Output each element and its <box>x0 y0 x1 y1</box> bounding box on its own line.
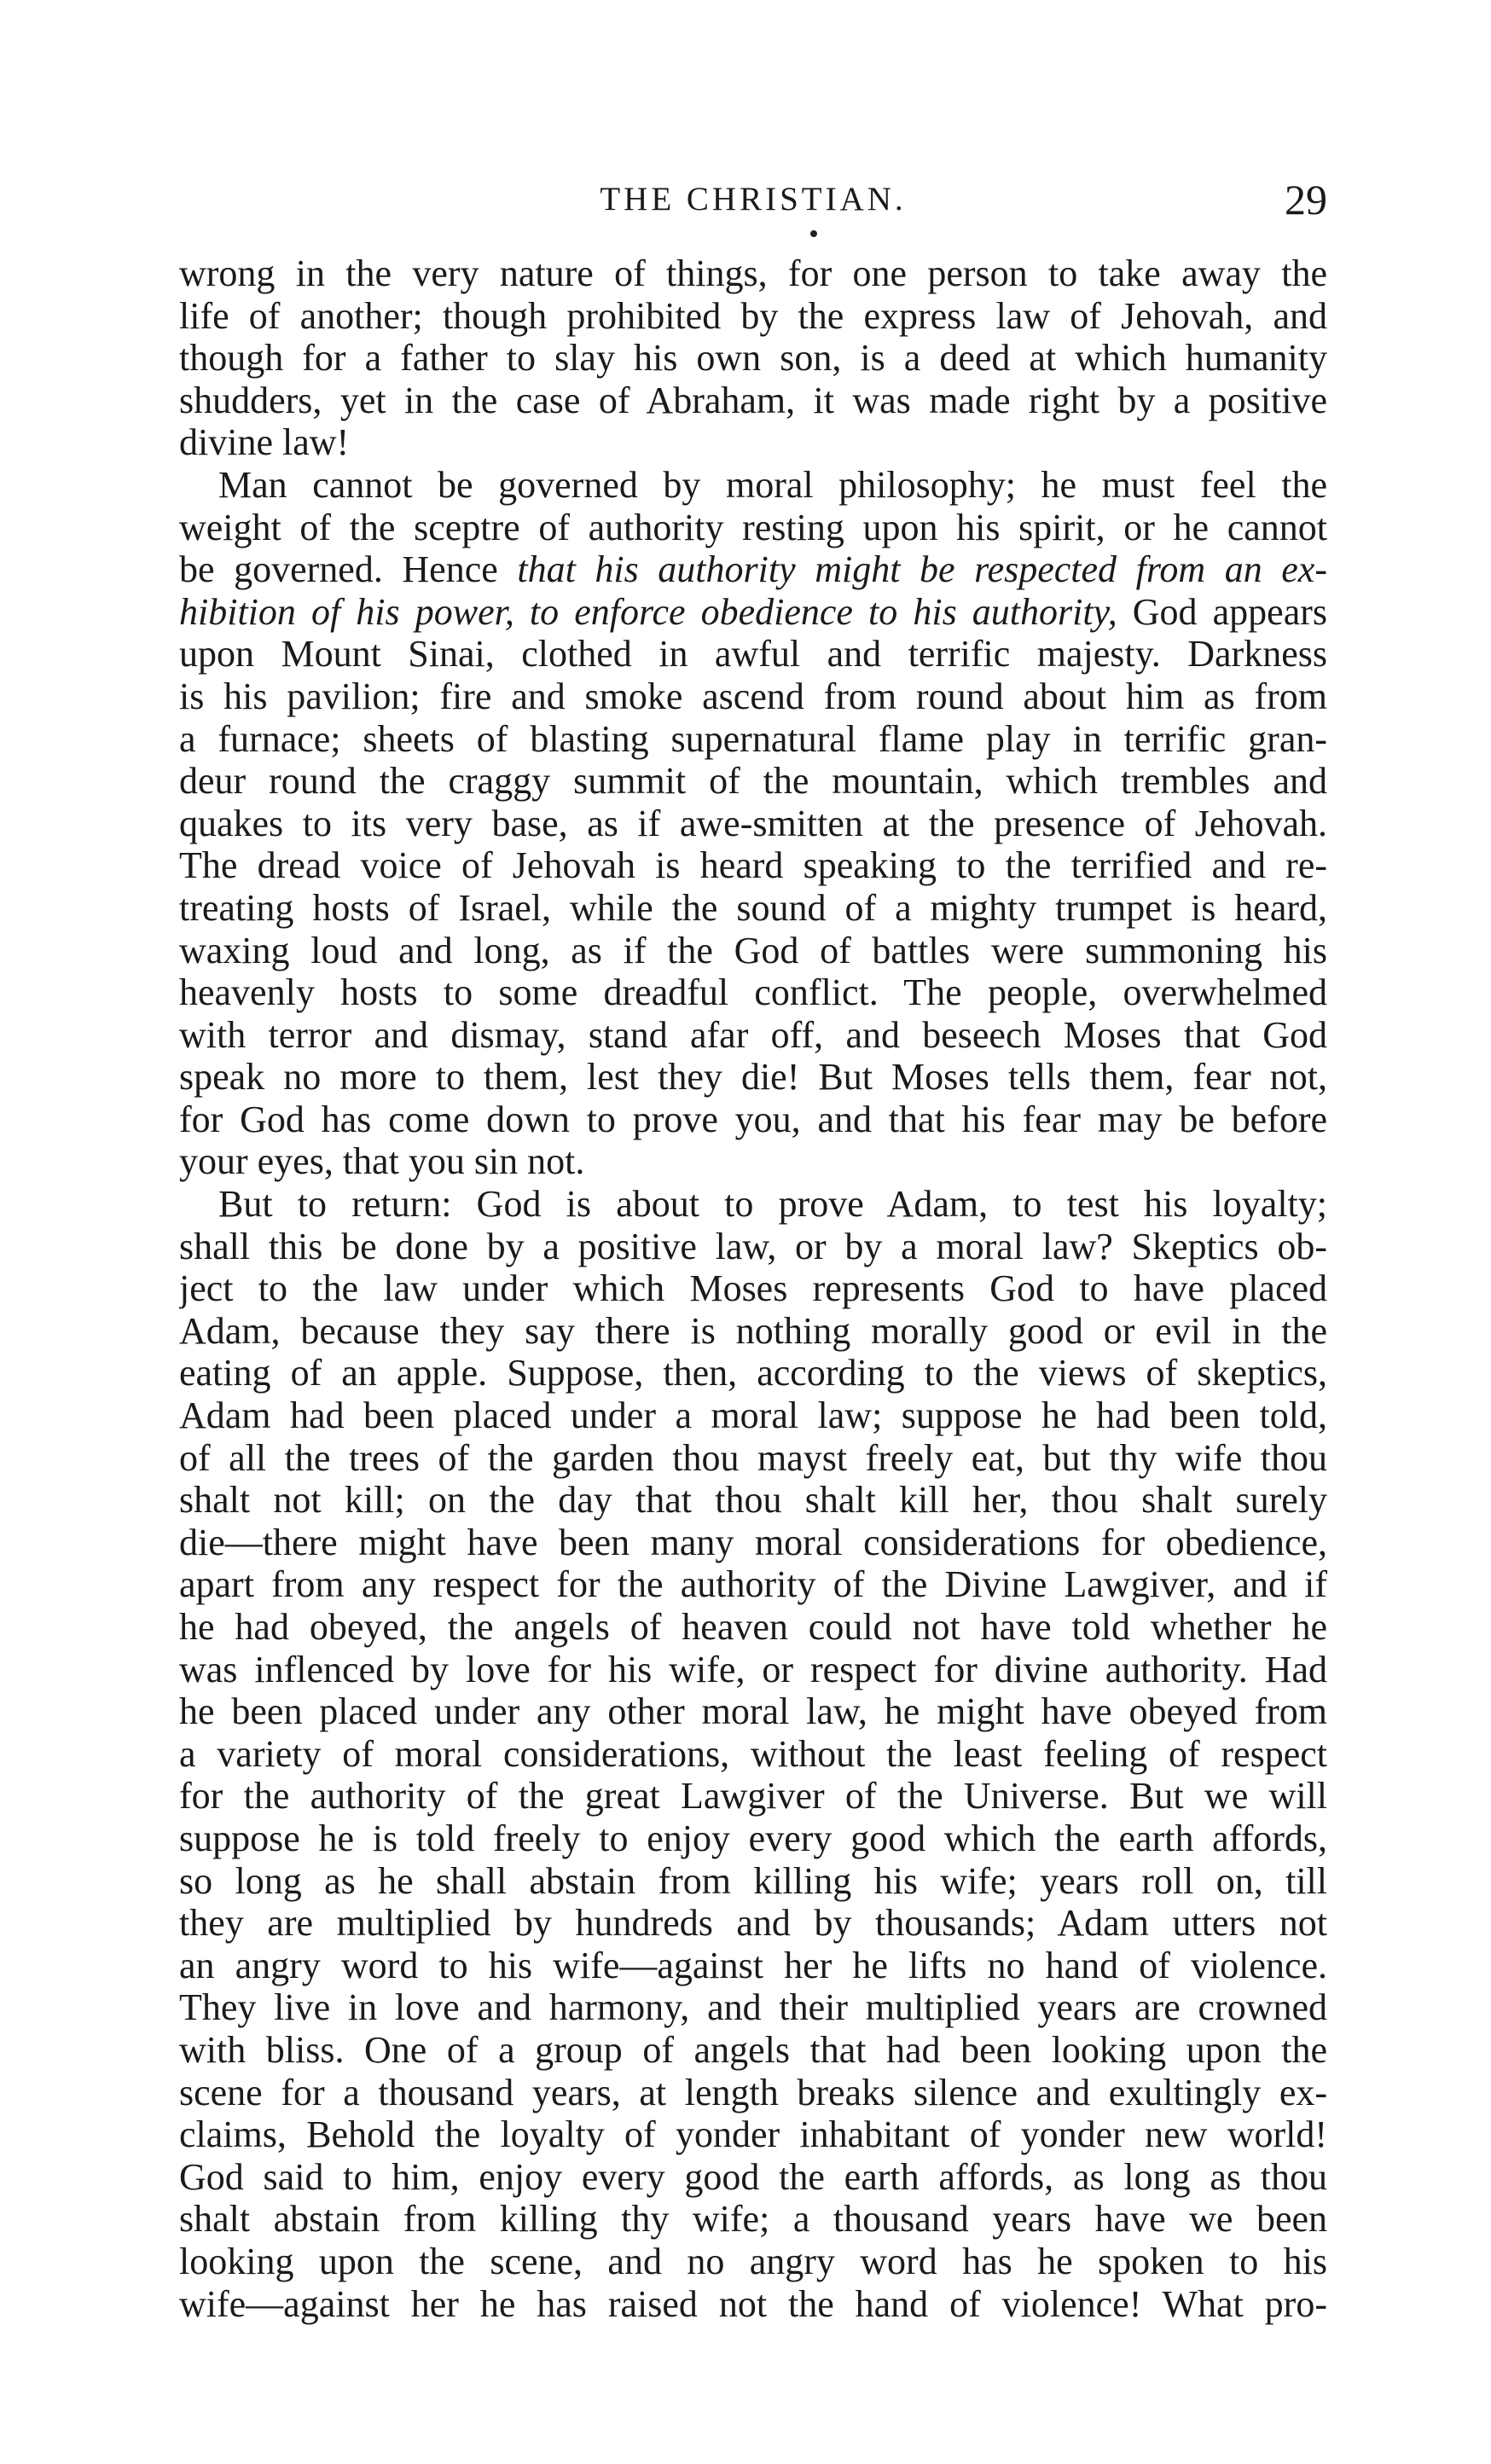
text-line: deur round the craggy summit of the mountain, which trembles and <box>179 760 1327 803</box>
running-title: THE CHRISTIAN. <box>600 181 907 217</box>
text-line: Adam had been placed under a moral law; suppose he had been told, <box>179 1394 1327 1437</box>
text-line: he had obeyed, the angels of heaven could not have told whether he <box>179 1606 1327 1648</box>
text-line: shall this be done by a positive law, or by a moral law? Skeptics ob- <box>179 1225 1327 1267</box>
text-line: They live in love and harmony, and their multiplied years are crowned <box>179 1986 1327 2029</box>
text-line: scene for a thousand years, at length breaks silence and exultingly ex- <box>179 2071 1327 2113</box>
text-line: eating of an apple. Suppose, then, according to the views of skeptics, <box>179 1352 1327 1394</box>
text-line: though for a father to slay his own son, is a deed at which humanity <box>179 337 1327 380</box>
text-line: ject to the law under which Moses represents God to have placed <box>179 1267 1327 1310</box>
text-line: looking upon the scene, and no angry word has he spoken to his <box>179 2240 1327 2282</box>
text-line-italic-mixed <box>179 591 1327 634</box>
text-line: shalt abstain from killing thy wife; a thousand years have we been <box>179 2198 1327 2241</box>
roman-run: be governed. Hence <box>179 548 518 591</box>
text-line: is his pavilion; fire and smoke ascend from round about him as from <box>179 675 1327 717</box>
text-line: your eyes, that you sin not. <box>179 1140 585 1183</box>
text-line: life of another; though prohibited by the express law of Jehovah, and <box>179 294 1327 337</box>
running-head <box>179 175 1327 226</box>
text-line: wife—against her he has raised not the hand of violence! What pro- <box>179 2282 1327 2325</box>
text-line: a variety of moral considerations, without the least feeling of respect <box>179 1732 1327 1775</box>
page-number: 29 <box>1285 176 1327 223</box>
text-line: shalt not kill; on the day that thou shalt kill her, thou shalt surely <box>179 1479 1327 1522</box>
text-line: divine law! <box>179 421 350 464</box>
text-line: for the authority of the great Lawgiver of the Universe. But we will <box>179 1775 1327 1818</box>
text-line: Adam, because they say there is nothing morally good or evil in the <box>179 1309 1327 1352</box>
text-line: God said to him, enjoy every good the earth affords, as long as thou <box>179 2155 1327 2198</box>
body-text <box>179 252 1327 2325</box>
text-line: of all the trees of the garden thou mayst freely eat, but thy wife thou <box>179 1436 1327 1479</box>
text-line: shudders, yet in the case of Abraham, it was made right by a positive <box>179 379 1327 421</box>
text-line: Man cannot be governed by moral philosophy; he must feel the <box>218 463 1327 506</box>
italic-run: that his authority might be respected from an ex- <box>517 548 1327 591</box>
text-line: they are multiplied by hundreds and by thousands; Adam utters not <box>179 1902 1327 1945</box>
text-line: so long as he shall abstain from killing his wife; years roll on, till <box>179 1859 1327 1902</box>
italic-run: hibition of his power, to enforce obedience to his authority, <box>179 590 1117 633</box>
text-line: a furnace; sheets of blasting supernatural flame play in terrific gran- <box>179 717 1327 760</box>
text-line-italic-mixed <box>179 548 1327 591</box>
text-line: suppose he is told freely to enjoy every good which the earth affords, <box>179 1817 1327 1859</box>
text-line: claims, Behold the loyalty of yonder inhabitant of yonder new world! <box>179 2113 1327 2156</box>
text-line: with bliss. One of a group of angels that had been looking upon the <box>179 2028 1327 2071</box>
text-line: upon Mount Sinai, clothed in awful and terrific majesty. Darkness <box>179 633 1327 675</box>
text-line: apart from any respect for the authority of the Divine Lawgiver, and if <box>179 1563 1327 1606</box>
text-line: with terror and dismay, stand afar off, and beseech Moses that God <box>179 1013 1327 1056</box>
roman-run: God appears <box>1117 590 1327 633</box>
text-line: quakes to its very base, as if awe-smitten at the presence of Jehovah. <box>179 802 1327 844</box>
text-line: But to return: God is about to prove Adam, to test his loyalty; <box>218 1183 1327 1226</box>
text-line: an angry word to his wife—against her he lifts no hand of violence. <box>179 1944 1327 1986</box>
text-line: speak no more to them, lest they die! But Moses tells them, fear not, <box>179 1056 1327 1099</box>
text-line: treating hosts of Israel, while the sound of a mighty trumpet is heard, <box>179 886 1327 929</box>
text-line: heavenly hosts to some dreadful conflict. The people, overwhelmed <box>179 971 1327 1014</box>
text-line: The dread voice of Jehovah is heard speaking to the terrified and re- <box>179 844 1327 887</box>
text-line: die—there might have been many moral considerations for obedience, <box>179 1521 1327 1563</box>
text-line: wrong in the very nature of things, for one person to take away the <box>179 252 1327 294</box>
text-line: for God has come down to prove you, and that his fear may be before <box>179 1098 1327 1140</box>
text-line: weight of the sceptre of authority resting upon his spirit, or he cannot <box>179 506 1327 548</box>
text-line: waxing loud and long, as if the God of battles were summoning his <box>179 929 1327 971</box>
text-line: he been placed under any other moral law, he might have obeyed from <box>179 1690 1327 1733</box>
text-line: was inflenced by love for his wife, or respect for divine authority. Had <box>179 1648 1327 1690</box>
printer-mark <box>810 230 817 237</box>
